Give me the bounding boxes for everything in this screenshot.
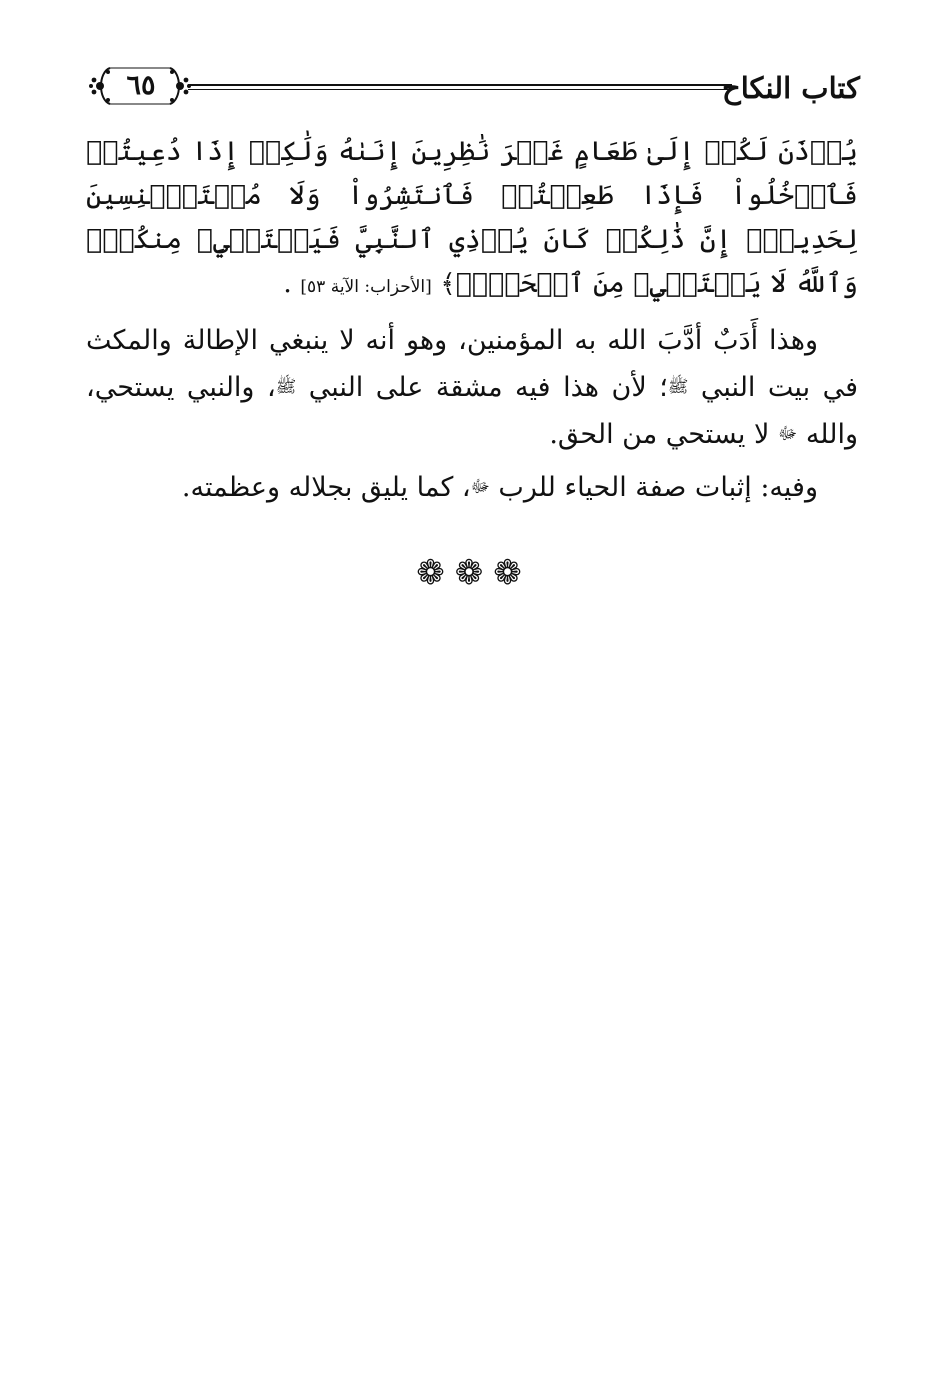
paragraph-text: وهذا أَدَبٌ أدَّبَ الله به المؤمنين، وهو أنه لا ينبغي الإطالة والمكث في بيت النبي xyxy=(86,325,859,403)
quran-text: يُؤۡذَنَ لَكُمۡ إِلَىٰ طَعَامٍ غَيۡرَ نَٰظِرِينَ إِنَىٰهُ وَلَٰكِنۡ إِذَا دُعِيتُمۡ فَٱدۡخُلُواْ فَإِذَا طَعِمۡتُمۡ فَٱنتَشِرُواْ وَلَا مُسۡتَـٔۡنِسِينَ لِحَدِيثٍۚ إِنَّ ذَٰلِكُمۡ كَانَ يُؤۡذِي ٱلنَّبِيَّ فَيَسۡتَحۡيِۦ مِنكُمۡۖ وَٱللَّهُ لَا يَسۡتَحۡيِۦ مِنَ ٱلۡحَقِّۚ xyxy=(86,136,858,299)
quran-reference: [الأحزاب: الآية ٥٣] xyxy=(300,277,432,297)
running-title: كتاب النكاح xyxy=(721,71,860,105)
page-number: ٦٥ xyxy=(126,70,156,101)
paragraph-text: ؛ لأن هذا فيه مشقة على النبي xyxy=(308,372,668,403)
paragraph-attribute xyxy=(86,464,858,511)
header-rule xyxy=(188,84,732,90)
flower-star-icon: ❁❁❁ xyxy=(416,553,532,593)
quran-end: . xyxy=(283,268,292,299)
honorific-glyph: ﷺ xyxy=(667,377,689,397)
paragraph-text: ، كما يليق بجلاله وعظمته. xyxy=(181,472,471,503)
paragraph-etiquette xyxy=(86,317,858,458)
honorific-glyph: ﷻ xyxy=(470,477,490,497)
paragraph-text: وفيه: إثبات صفة الحياء للرب xyxy=(498,472,818,503)
paragraph-text: ، والنبي يستحي، والله xyxy=(86,372,858,450)
quran-close-brace: ﴾ xyxy=(440,269,456,299)
quran-verse xyxy=(86,130,858,309)
honorific-glyph: ﷻ xyxy=(778,424,798,444)
honorific-glyph: ﷺ xyxy=(275,377,297,397)
page-header xyxy=(88,62,860,112)
main-text xyxy=(86,130,858,511)
paragraph-text: لا يستحي من الحق. xyxy=(549,419,770,450)
